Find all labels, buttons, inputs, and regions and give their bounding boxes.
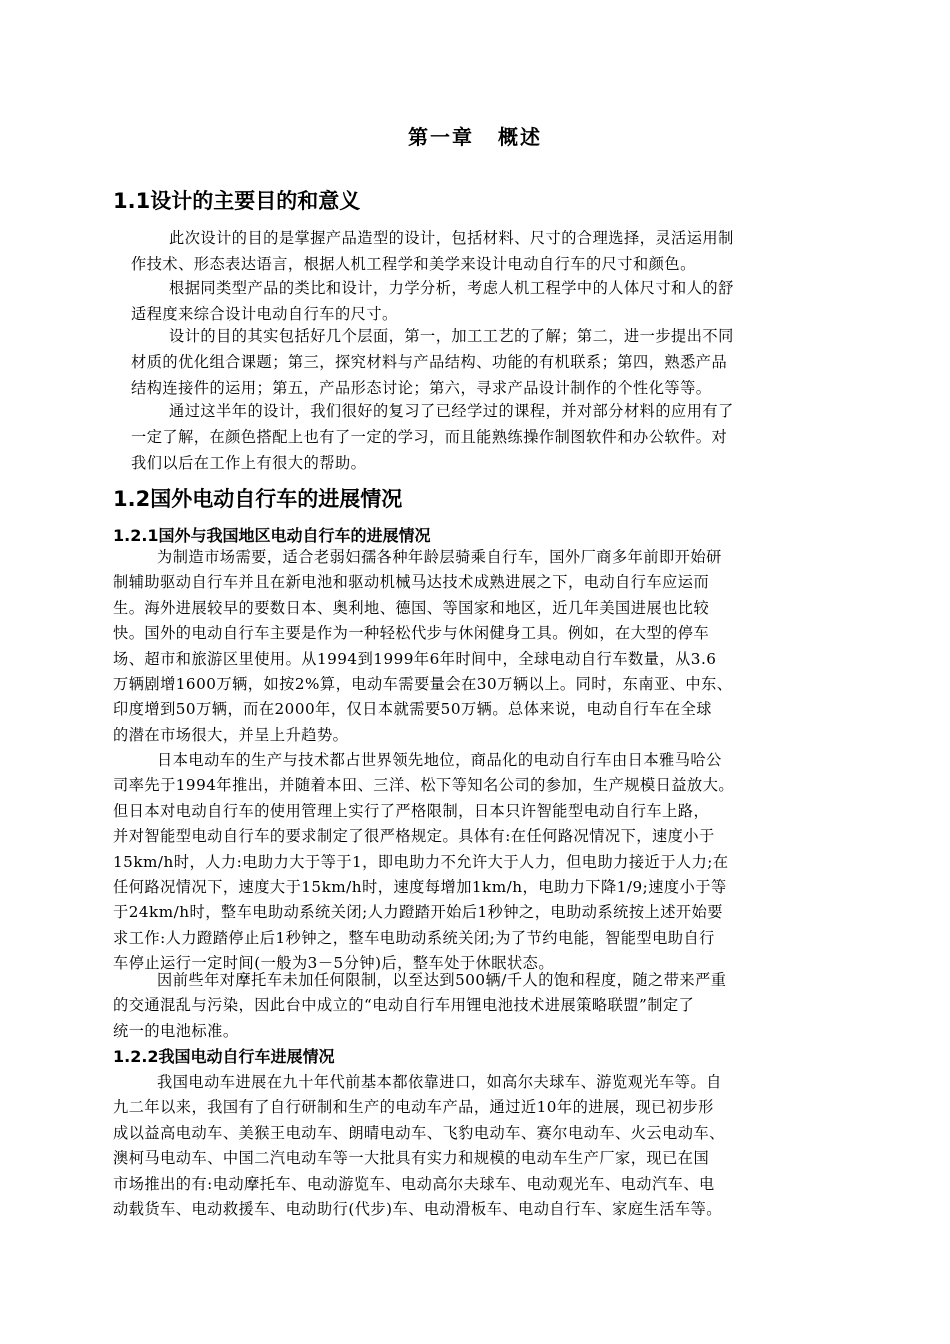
paragraph [131, 323, 891, 401]
subsection-heading-1-2-1: 1.2.1国外与我国地区电动自行车的进展情况 [113, 526, 431, 545]
text-line: 场、超市和旅游区里使用。从1994到1999年6年时间中，全球电动自行车数量，从3.6 [113, 649, 717, 668]
text-line: 于24km/h时，整车电助动系统关闭;人力蹬踏开始后1秒钟之，电助动系统按上述开始要 [113, 903, 723, 922]
text-line: 统一的电池标准。 [113, 1021, 239, 1040]
text-line: 日本电动车的生产与技术都占世界领先地位，商品化的电动自行车由日本雅马哈公 [157, 751, 722, 769]
paragraph [113, 968, 873, 1044]
paragraph [131, 398, 891, 476]
paragraph [131, 275, 891, 327]
text-line: 车停止运行一定时间(一般为3－5分钟)后，整车处于休眠状态。 [113, 954, 555, 973]
text-line: 但日本对电动自行车的使用管理上实行了严格限制，日本只许智能型电动自行车上路， [113, 801, 710, 820]
text-line: 万辆剧增1600万辆，如按2%算，电动车需要量会在30万辆以上。同时，东南亚、中东、 [113, 674, 733, 693]
text-line: 生。海外进展较早的要数日本、奥利地、德国、等国家和地区，近几年美国进展也比较 [113, 598, 710, 617]
text-line: 为制造市场需要，适合老弱妇孺各种年龄层骑乘自行车，国外厂商多年前即开始研 [157, 548, 722, 566]
chapter-name: 概述 [498, 125, 542, 149]
text-line: 一定了解，在颜色搭配上也有了一定的学习，而且能熟练操作制图软件和办公软件。对 [131, 428, 728, 446]
text-line: 司率先于1994年推出，并随着本田、三洋、松下等知名公司的参加，生产规模日益放大。 [113, 776, 735, 795]
paragraph [113, 1070, 873, 1222]
text-line: 根据同类型产品的类比和设计，力学分析，考虑人机工程学中的人体尺寸和人的舒 [169, 279, 734, 297]
text-line: 印度增到50万辆，而在2000年，仅日本就需要50万辆。总体来说，电动自行车在全球 [113, 700, 712, 719]
text-line: 市场推出的有:电动摩托车、电动游览车、电动高尔夫球车、电动观光车、电动汽车、电 [113, 1174, 715, 1193]
text-line: 动载货车、电动救援车、电动助行(代步)车、电动滑板车、电动自行车、家庭生活车等。 [113, 1199, 722, 1218]
text-line: 九二年以来，我国有了自行研制和生产的电动车产品，通过近10年的进展，现已初步形 [113, 1098, 714, 1117]
text-line: 我国电动车进展在九十年代前基本都依靠进口，如高尔夫球车、游览观光车等。自 [157, 1073, 722, 1091]
paragraph [113, 748, 873, 977]
text-line: 澳柯马电动车、中国二汽电动车等一大批具有实力和规模的电动车生产厂家，现已在国 [113, 1149, 710, 1168]
text-line: 结构连接件的运用；第五，产品形态讨论；第六，寻求产品设计制作的个性化等等。 [131, 379, 712, 397]
text-line: 我们以后在工作上有很大的帮助。 [131, 454, 367, 472]
text-line: 快。国外的电动自行车主要是作为一种轻松代步与休闲健身工具。例如，在大型的停车 [113, 624, 710, 643]
text-line: 此次设计的目的是掌握产品造型的设计，包括材料、尺寸的合理选择，灵活运用制 [169, 229, 734, 247]
text-line: 作技术、形态表达语言，根据人机工程学和美学来设计电动自行车的尺寸和颜色。 [131, 255, 696, 273]
section-heading-1-2: 1.2国外电动自行车的进展情况 [113, 487, 403, 511]
text-line: 15km/h时，人力:电助力大于等于1，即电助力不允许大于人力，但电助力接近于人力;在 [113, 852, 729, 871]
chapter-title [0, 122, 950, 152]
text-line: 设计的目的其实包括好几个层面，第一，加工工艺的了解；第二，进一步提出不同 [169, 327, 734, 345]
text-line: 求工作:人力蹬踏停止后1秒钟之，整车电助动系统关闭;为了节约电能，智能型电助自行 [113, 928, 715, 947]
text-line: 材质的优化组合课题；第三，探究材料与产品结构、功能的有机联系；第四，熟悉产品 [131, 353, 728, 371]
text-line: 的交通混乱与污染，因此台中成立的“电动自行车用锂电池技术进展策略联盟”制定了 [113, 996, 695, 1015]
paragraph [131, 225, 891, 277]
text-line: 通过这半年的设计，我们很好的复习了已经学过的课程，并对部分材料的应用有了 [169, 402, 734, 420]
text-line: 成以益高电动车、美猴王电动车、朗晴电动车、飞豹电动车、赛尔电动车、火云电动车、 [113, 1123, 725, 1142]
chapter-number: 第一章 [408, 125, 474, 149]
text-line: 任何路况情况下，速度大于15km/h时，速度每增加1km/h，电助力下降1/9;速度小于等 [113, 877, 727, 896]
text-line: 适程度来综合设计电动自行车的尺寸。 [131, 305, 398, 323]
text-line: 因前些年对摩托车未加任何限制，以至达到500辆/千人的饱和程度，随之带来严重 [157, 971, 727, 989]
subsection-heading-1-2-2: 1.2.2我国电动自行车进展情况 [113, 1047, 335, 1066]
text-line: 的潜在市场很大，并呈上升趋势。 [113, 725, 349, 744]
text-line: 并对智能型电动自行车的要求制定了很严格规定。具体有:在任何路况情况下，速度小于 [113, 827, 715, 846]
section-heading-1-1: 1.1设计的主要目的和意义 [113, 189, 361, 213]
text-line: 制辅助驱动自行车并且在新电池和驱动机械马达技术成熟进展之下，电动自行车应运而 [113, 573, 710, 592]
paragraph [113, 545, 873, 748]
